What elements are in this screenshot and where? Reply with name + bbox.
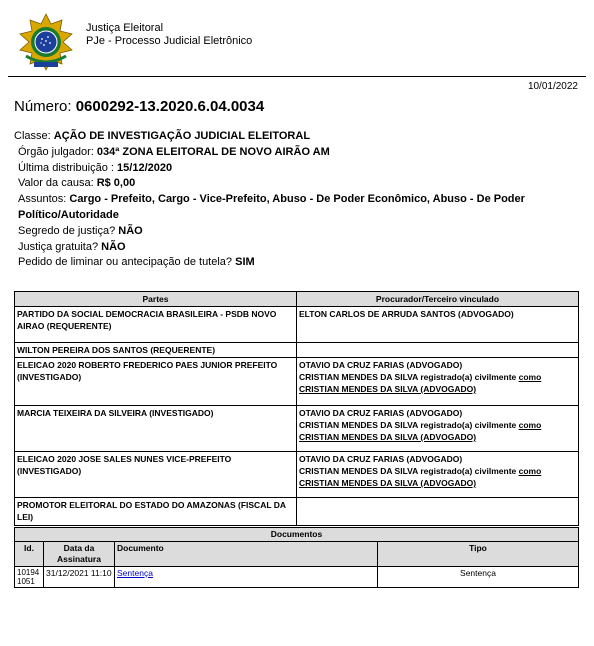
col-tipo: Tipo xyxy=(378,542,579,567)
doc-link[interactable]: Sentença xyxy=(117,568,153,578)
liminar-label: Pedido de liminar ou antecipação de tutela? xyxy=(18,256,233,269)
info-segredo xyxy=(18,224,580,240)
partes-row xyxy=(15,406,579,452)
info-classe xyxy=(14,129,580,145)
numero-value: 0600292-13.2020.6.04.0034 xyxy=(75,98,265,115)
parte-cell: MARCIA TEIXEIRA DA SILVEIRA (INVESTIGADO) xyxy=(15,406,297,452)
numero-label: Número: xyxy=(14,98,72,115)
assuntos-label: Assuntos: xyxy=(18,193,67,206)
procurador-cell xyxy=(297,358,579,406)
info-distribuicao xyxy=(18,161,580,177)
partes-row xyxy=(15,343,579,358)
brazil-coat-of-arms-icon xyxy=(16,12,76,72)
partes-row xyxy=(15,358,579,406)
info-assuntos xyxy=(14,192,580,224)
doc-id: 10194 1051 xyxy=(15,567,44,588)
parte-cell: PARTIDO DA SOCIAL DEMOCRACIA BRASILEIRA - PSDB NOVO AIRAO (REQUERENTE) xyxy=(15,307,297,343)
orgao-label: Órgão julgador: xyxy=(18,145,94,158)
process-info xyxy=(14,129,580,271)
partes-row xyxy=(15,498,579,526)
header-divider xyxy=(8,76,586,77)
system-name: PJe - Processo Judicial Eletrônico xyxy=(86,35,253,47)
doc-link-cell xyxy=(115,567,378,588)
process-number xyxy=(14,98,264,115)
segredo-label: Segredo de justiça? xyxy=(18,224,116,237)
partes-row xyxy=(15,307,579,343)
assuntos-value: Cargo - Prefeito, Cargo - Vice-Prefeito, Abuso - De Poder Econômico, Abuso - De Poder Político/Autoridade xyxy=(18,193,525,221)
partes-row xyxy=(15,452,579,498)
procurador-cell xyxy=(297,307,579,343)
orgao-value: 034ª ZONA ELEITORAL DE NOVO AIRÃO AM xyxy=(96,145,330,158)
col-id: Id. xyxy=(15,542,44,567)
header-text xyxy=(86,22,252,48)
page-header xyxy=(16,12,582,74)
procurador-entry: CRISTIAN MENDES DA SILVA registrado(a) civilmente como CRISTIAN MENDES DA SILVA (ADVOGADO) xyxy=(299,420,542,442)
org-name: Justiça Eleitoral xyxy=(86,22,164,34)
parte-cell: ELEICAO 2020 JOSE SALES NUNES VICE-PREFEITO (INVESTIGADO) xyxy=(15,452,297,498)
procurador-cell xyxy=(297,343,579,358)
document-date: 10/01/2022 xyxy=(527,81,578,92)
valor-value: R$ 0,00 xyxy=(96,177,136,190)
valor-label: Valor da causa: xyxy=(18,177,94,190)
info-liminar xyxy=(18,255,580,271)
parte-cell: WILTON PEREIRA DOS SANTOS (REQUERENTE) xyxy=(15,343,297,358)
doc-date: 31/12/2021 11:10 xyxy=(44,567,115,588)
info-valor xyxy=(18,176,580,192)
info-gratuita xyxy=(18,240,580,256)
procurador-entry: OTAVIO DA CRUZ FARIAS (ADVOGADO) xyxy=(299,360,463,370)
col-partes: Partes xyxy=(15,292,297,307)
col-data: Data da Assinatura xyxy=(44,542,115,567)
doc-tipo: Sentença xyxy=(378,567,579,588)
procurador-entry: OTAVIO DA CRUZ FARIAS (ADVOGADO) xyxy=(299,454,463,464)
col-documento: Documento xyxy=(115,542,378,567)
procurador-civil-name: como CRISTIAN MENDES DA SILVA (ADVOGADO) xyxy=(299,466,542,488)
distrib-label: Última distribuição : xyxy=(18,161,114,174)
info-orgao xyxy=(18,145,580,161)
classe-label: Classe: xyxy=(14,130,51,142)
procurador-civil-name: como CRISTIAN MENDES DA SILVA (ADVOGADO) xyxy=(299,420,542,442)
gratuita-label: Justiça gratuita? xyxy=(18,240,99,253)
documentos-title: Documentos xyxy=(15,528,579,542)
procurador-cell xyxy=(297,452,579,498)
classe-value: AÇÃO DE INVESTIGAÇÃO JUDICIAL ELEITORAL xyxy=(53,130,311,142)
documentos-table xyxy=(14,527,579,588)
procurador-entry: OTAVIO DA CRUZ FARIAS (ADVOGADO) xyxy=(299,408,463,418)
procurador-entry: CRISTIAN MENDES DA SILVA registrado(a) civilmente como CRISTIAN MENDES DA SILVA (ADVOGADO) xyxy=(299,372,542,394)
procurador-civil-name: como CRISTIAN MENDES DA SILVA (ADVOGADO) xyxy=(299,372,542,394)
gratuita-value: NÃO xyxy=(101,240,126,253)
segredo-value: NÃO xyxy=(118,224,143,237)
col-procurador: Procurador/Terceiro vinculado xyxy=(297,292,579,307)
procurador-cell xyxy=(297,498,579,526)
documento-row xyxy=(15,567,579,588)
parte-cell: PROMOTOR ELEITORAL DO ESTADO DO AMAZONAS (FISCAL DA LEI) xyxy=(15,498,297,526)
procurador-entry: ELTON CARLOS DE ARRUDA SANTOS (ADVOGADO) xyxy=(299,309,514,319)
procurador-entry: CRISTIAN MENDES DA SILVA registrado(a) civilmente como CRISTIAN MENDES DA SILVA (ADVOGADO) xyxy=(299,466,542,488)
distrib-value: 15/12/2020 xyxy=(117,161,173,174)
procurador-cell xyxy=(297,406,579,452)
partes-table xyxy=(14,291,579,526)
parte-cell: ELEICAO 2020 ROBERTO FREDERICO PAES JUNIOR PREFEITO (INVESTIGADO) xyxy=(15,358,297,406)
liminar-value: SIM xyxy=(235,256,255,269)
